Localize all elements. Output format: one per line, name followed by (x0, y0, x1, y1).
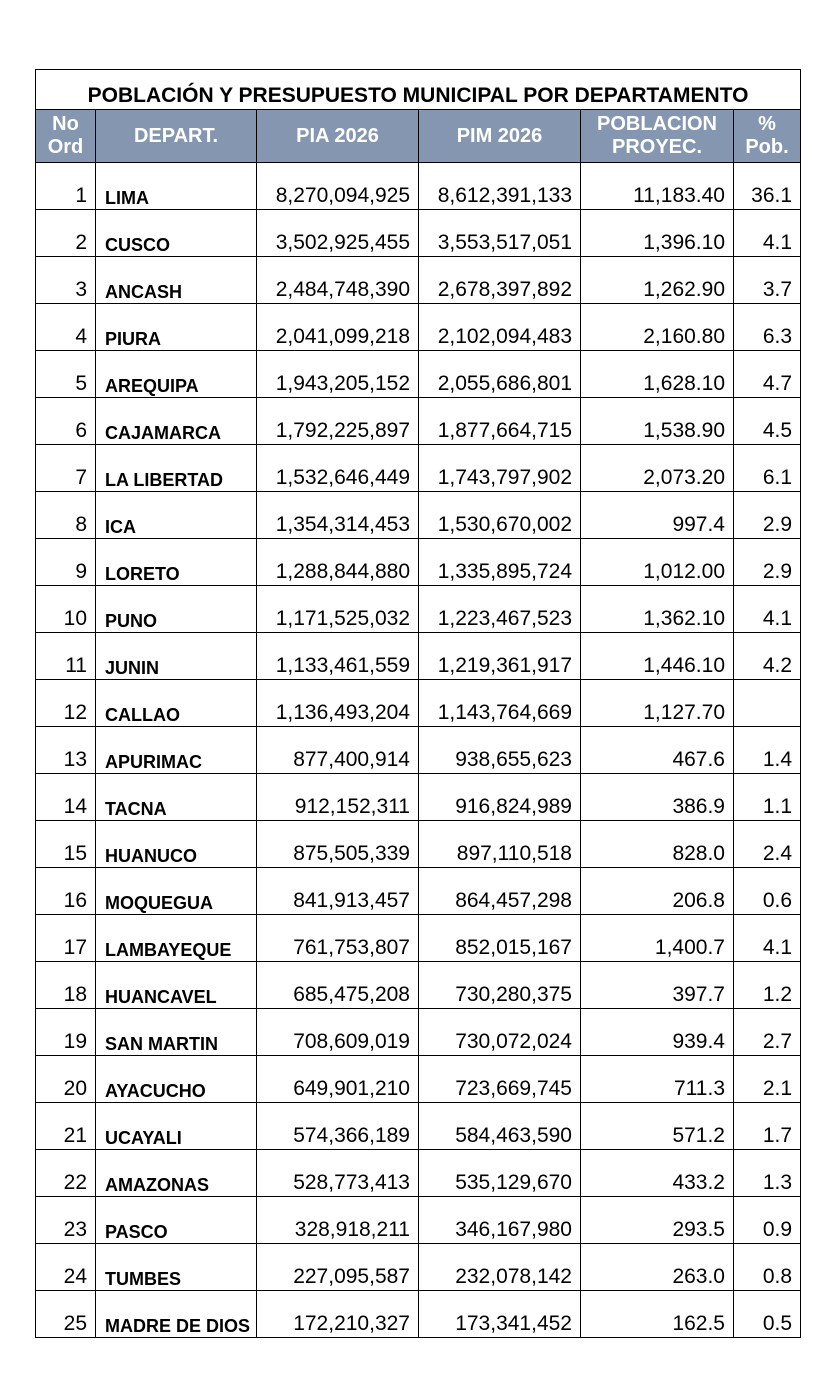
cell-pia-2026: 1,136,493,204 (257, 680, 419, 727)
cell-department: LAMBAYEQUE (96, 915, 257, 962)
cell-pim-2026: 1,143,764,669 (419, 680, 581, 727)
cell-no-ord: 25 (36, 1291, 96, 1338)
table-row (36, 727, 801, 774)
cell-poblacion-proyec: 711.3 (581, 1056, 734, 1103)
cell-pim-2026: 730,280,375 (419, 962, 581, 1009)
cell-department: UCAYALI (96, 1103, 257, 1150)
cell-no-ord: 8 (36, 492, 96, 539)
cell-pia-2026: 2,484,748,390 (257, 257, 419, 304)
cell-poblacion-proyec: 433.2 (581, 1150, 734, 1197)
cell-no-ord: 16 (36, 868, 96, 915)
cell-poblacion-proyec: 828.0 (581, 821, 734, 868)
cell-pim-2026: 2,102,094,483 (419, 304, 581, 351)
cell-no-ord: 21 (36, 1103, 96, 1150)
header-poblacion-proyec: POBLACION PROYEC. (581, 110, 734, 163)
table-row (36, 774, 801, 821)
cell-no-ord: 9 (36, 539, 96, 586)
header-pct-pob: % Pob. (734, 110, 801, 163)
cell-pim-2026: 346,167,980 (419, 1197, 581, 1244)
cell-pia-2026: 3,502,925,455 (257, 210, 419, 257)
cell-poblacion-proyec: 1,012.00 (581, 539, 734, 586)
table-row (36, 304, 801, 351)
cell-poblacion-proyec: 2,073.20 (581, 445, 734, 492)
cell-department: AYACUCHO (96, 1056, 257, 1103)
cell-pim-2026: 1,877,664,715 (419, 398, 581, 445)
cell-pim-2026: 173,341,452 (419, 1291, 581, 1338)
cell-pim-2026: 3,553,517,051 (419, 210, 581, 257)
cell-pia-2026: 528,773,413 (257, 1150, 419, 1197)
cell-poblacion-proyec: 263.0 (581, 1244, 734, 1291)
cell-department: MADRE DE DIOS (96, 1291, 257, 1338)
cell-pia-2026: 875,505,339 (257, 821, 419, 868)
cell-pim-2026: 864,457,298 (419, 868, 581, 915)
table-title: POBLACIÓN Y PRESUPUESTO MUNICIPAL POR DEPARTAMENTO (36, 70, 801, 110)
cell-department: PUNO (96, 586, 257, 633)
cell-pim-2026: 723,669,745 (419, 1056, 581, 1103)
header-row (36, 110, 801, 163)
cell-pim-2026: 535,129,670 (419, 1150, 581, 1197)
cell-poblacion-proyec: 1,628.10 (581, 351, 734, 398)
cell-poblacion-proyec: 1,400.7 (581, 915, 734, 962)
cell-pia-2026: 649,901,210 (257, 1056, 419, 1103)
cell-poblacion-proyec: 1,362.10 (581, 586, 734, 633)
budget-table (35, 69, 801, 1338)
cell-poblacion-proyec: 397.7 (581, 962, 734, 1009)
table-row (36, 163, 801, 210)
table-row (36, 1244, 801, 1291)
cell-pct-pob: 4.2 (734, 633, 801, 680)
cell-department: APURIMAC (96, 727, 257, 774)
header-pia-2026: PIA 2026 (257, 110, 419, 163)
cell-no-ord: 12 (36, 680, 96, 727)
table-row (36, 633, 801, 680)
cell-poblacion-proyec: 2,160.80 (581, 304, 734, 351)
cell-no-ord: 13 (36, 727, 96, 774)
cell-pim-2026: 938,655,623 (419, 727, 581, 774)
budget-table-container (35, 69, 800, 1338)
cell-pct-pob: 1.1 (734, 774, 801, 821)
cell-pim-2026: 852,015,167 (419, 915, 581, 962)
cell-pia-2026: 227,095,587 (257, 1244, 419, 1291)
cell-department: ANCASH (96, 257, 257, 304)
cell-department: PASCO (96, 1197, 257, 1244)
cell-department: CUSCO (96, 210, 257, 257)
cell-no-ord: 22 (36, 1150, 96, 1197)
cell-pia-2026: 841,913,457 (257, 868, 419, 915)
table-row (36, 1056, 801, 1103)
cell-department: LA LIBERTAD (96, 445, 257, 492)
cell-pia-2026: 172,210,327 (257, 1291, 419, 1338)
table-row (36, 1009, 801, 1056)
cell-pim-2026: 1,223,467,523 (419, 586, 581, 633)
cell-department: PIURA (96, 304, 257, 351)
cell-department: TUMBES (96, 1244, 257, 1291)
cell-pia-2026: 8,270,094,925 (257, 163, 419, 210)
table-row (36, 492, 801, 539)
cell-poblacion-proyec: 1,262.90 (581, 257, 734, 304)
table-row (36, 1103, 801, 1150)
table-row (36, 351, 801, 398)
table-row (36, 915, 801, 962)
table-row (36, 821, 801, 868)
cell-pim-2026: 232,078,142 (419, 1244, 581, 1291)
table-row (36, 868, 801, 915)
cell-no-ord: 18 (36, 962, 96, 1009)
cell-no-ord: 2 (36, 210, 96, 257)
cell-no-ord: 7 (36, 445, 96, 492)
cell-poblacion-proyec: 386.9 (581, 774, 734, 821)
cell-no-ord: 23 (36, 1197, 96, 1244)
cell-pct-pob: 2.7 (734, 1009, 801, 1056)
cell-department: SAN MARTIN (96, 1009, 257, 1056)
cell-pim-2026: 2,055,686,801 (419, 351, 581, 398)
cell-department: CALLAO (96, 680, 257, 727)
cell-no-ord: 15 (36, 821, 96, 868)
cell-poblacion-proyec: 206.8 (581, 868, 734, 915)
cell-pia-2026: 685,475,208 (257, 962, 419, 1009)
table-row (36, 586, 801, 633)
cell-department: CAJAMARCA (96, 398, 257, 445)
cell-pim-2026: 8,612,391,133 (419, 163, 581, 210)
cell-pia-2026: 1,354,314,453 (257, 492, 419, 539)
cell-department: LIMA (96, 163, 257, 210)
cell-pia-2026: 574,366,189 (257, 1103, 419, 1150)
table-row (36, 445, 801, 492)
cell-no-ord: 5 (36, 351, 96, 398)
table-row (36, 210, 801, 257)
cell-department: HUANUCO (96, 821, 257, 868)
cell-poblacion-proyec: 1,396.10 (581, 210, 734, 257)
cell-pim-2026: 897,110,518 (419, 821, 581, 868)
cell-poblacion-proyec: 467.6 (581, 727, 734, 774)
cell-pct-pob: 4.1 (734, 210, 801, 257)
cell-department: TACNA (96, 774, 257, 821)
table-row (36, 1197, 801, 1244)
cell-department: AREQUIPA (96, 351, 257, 398)
cell-pct-pob: 3.7 (734, 257, 801, 304)
cell-no-ord: 11 (36, 633, 96, 680)
cell-pim-2026: 1,335,895,724 (419, 539, 581, 586)
cell-pct-pob (734, 680, 801, 727)
cell-no-ord: 3 (36, 257, 96, 304)
cell-pia-2026: 708,609,019 (257, 1009, 419, 1056)
cell-no-ord: 19 (36, 1009, 96, 1056)
cell-pia-2026: 912,152,311 (257, 774, 419, 821)
cell-pim-2026: 1,743,797,902 (419, 445, 581, 492)
cell-poblacion-proyec: 293.5 (581, 1197, 734, 1244)
cell-no-ord: 1 (36, 163, 96, 210)
table-row (36, 1150, 801, 1197)
cell-pct-pob: 4.5 (734, 398, 801, 445)
cell-pim-2026: 1,219,361,917 (419, 633, 581, 680)
cell-department: HUANCAVEL (96, 962, 257, 1009)
cell-pct-pob: 6.3 (734, 304, 801, 351)
cell-pct-pob: 4.1 (734, 915, 801, 962)
cell-pia-2026: 1,792,225,897 (257, 398, 419, 445)
table-row (36, 962, 801, 1009)
table-row (36, 257, 801, 304)
header-depart: DEPART. (96, 110, 257, 163)
cell-poblacion-proyec: 1,127.70 (581, 680, 734, 727)
cell-pct-pob: 2.4 (734, 821, 801, 868)
cell-no-ord: 17 (36, 915, 96, 962)
cell-pct-pob: 0.6 (734, 868, 801, 915)
cell-department: AMAZONAS (96, 1150, 257, 1197)
cell-pct-pob: 0.9 (734, 1197, 801, 1244)
cell-pim-2026: 584,463,590 (419, 1103, 581, 1150)
cell-poblacion-proyec: 1,446.10 (581, 633, 734, 680)
cell-department: MOQUEGUA (96, 868, 257, 915)
cell-pct-pob: 4.7 (734, 351, 801, 398)
cell-pim-2026: 730,072,024 (419, 1009, 581, 1056)
table-row (36, 1291, 801, 1338)
cell-pia-2026: 1,943,205,152 (257, 351, 419, 398)
cell-pct-pob: 2.9 (734, 539, 801, 586)
table-row (36, 539, 801, 586)
cell-pia-2026: 2,041,099,218 (257, 304, 419, 351)
cell-pct-pob: 2.9 (734, 492, 801, 539)
cell-pia-2026: 1,133,461,559 (257, 633, 419, 680)
cell-poblacion-proyec: 1,538.90 (581, 398, 734, 445)
cell-pct-pob: 1.4 (734, 727, 801, 774)
cell-pia-2026: 1,171,525,032 (257, 586, 419, 633)
cell-pct-pob: 4.1 (734, 586, 801, 633)
cell-department: JUNIN (96, 633, 257, 680)
cell-pia-2026: 761,753,807 (257, 915, 419, 962)
cell-poblacion-proyec: 939.4 (581, 1009, 734, 1056)
cell-poblacion-proyec: 11,183.40 (581, 163, 734, 210)
cell-pct-pob: 0.5 (734, 1291, 801, 1338)
cell-no-ord: 4 (36, 304, 96, 351)
cell-no-ord: 6 (36, 398, 96, 445)
cell-no-ord: 24 (36, 1244, 96, 1291)
cell-pim-2026: 1,530,670,002 (419, 492, 581, 539)
cell-pim-2026: 916,824,989 (419, 774, 581, 821)
table-row (36, 680, 801, 727)
cell-poblacion-proyec: 162.5 (581, 1291, 734, 1338)
cell-pct-pob: 1.2 (734, 962, 801, 1009)
cell-pct-pob: 2.1 (734, 1056, 801, 1103)
header-no-ord: No Ord (36, 110, 96, 163)
cell-pia-2026: 1,532,646,449 (257, 445, 419, 492)
cell-pia-2026: 328,918,211 (257, 1197, 419, 1244)
cell-poblacion-proyec: 571.2 (581, 1103, 734, 1150)
cell-poblacion-proyec: 997.4 (581, 492, 734, 539)
cell-pia-2026: 1,288,844,880 (257, 539, 419, 586)
cell-pct-pob: 0.8 (734, 1244, 801, 1291)
table-row (36, 398, 801, 445)
cell-no-ord: 20 (36, 1056, 96, 1103)
header-pim-2026: PIM 2026 (419, 110, 581, 163)
cell-pct-pob: 1.7 (734, 1103, 801, 1150)
cell-department: ICA (96, 492, 257, 539)
cell-pct-pob: 6.1 (734, 445, 801, 492)
cell-pct-pob: 36.1 (734, 163, 801, 210)
cell-no-ord: 14 (36, 774, 96, 821)
cell-pim-2026: 2,678,397,892 (419, 257, 581, 304)
cell-pia-2026: 877,400,914 (257, 727, 419, 774)
cell-pct-pob: 1.3 (734, 1150, 801, 1197)
cell-no-ord: 10 (36, 586, 96, 633)
cell-department: LORETO (96, 539, 257, 586)
